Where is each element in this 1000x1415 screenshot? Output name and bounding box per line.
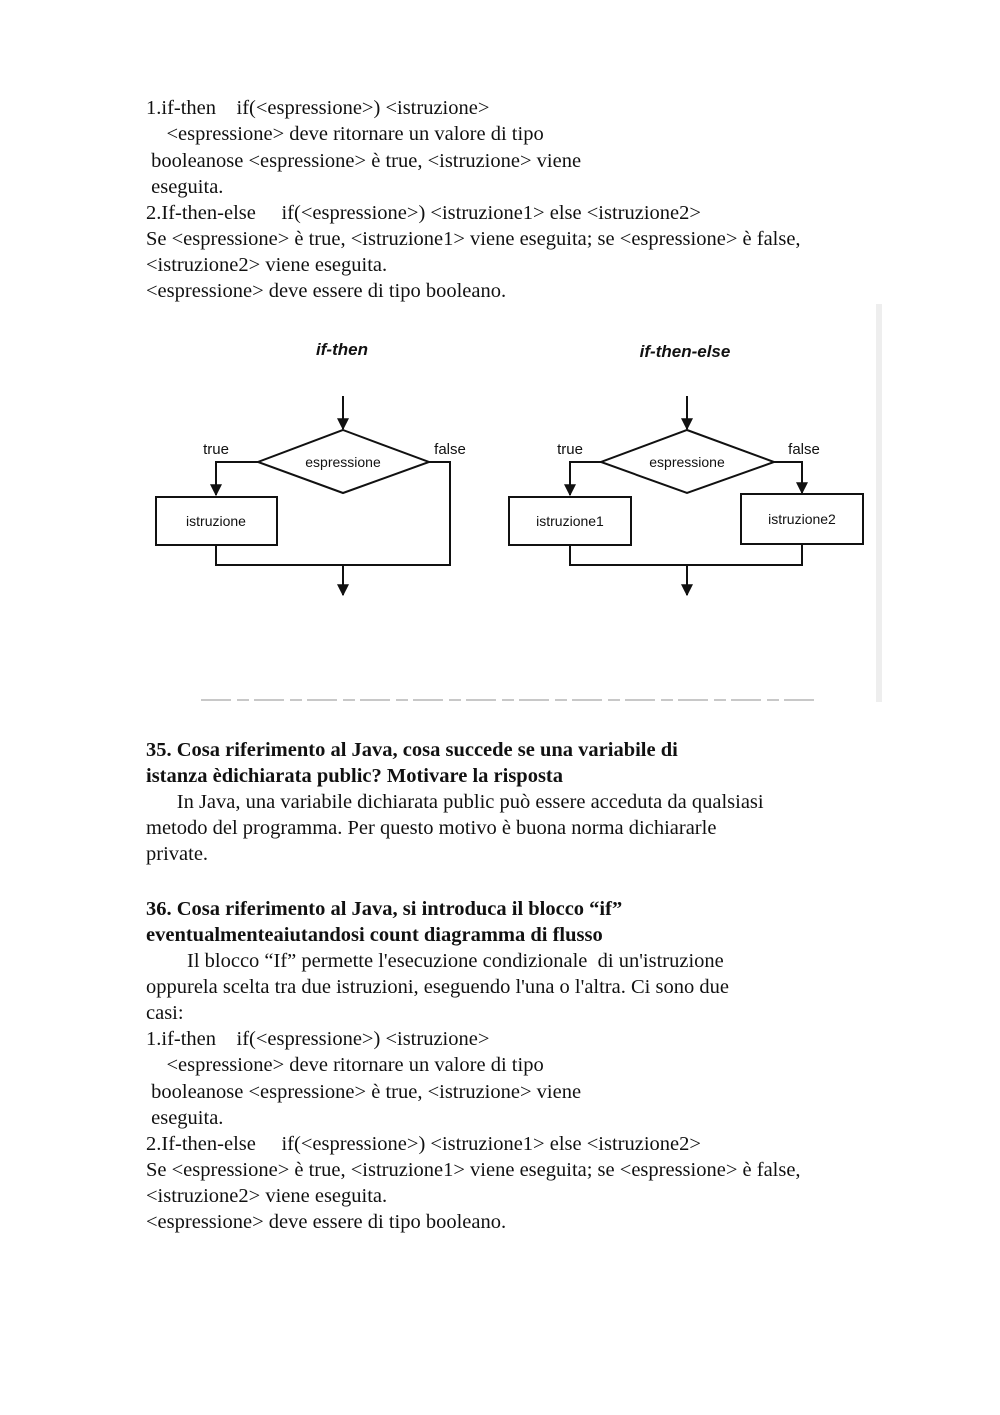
question-36-answer: casi: bbox=[146, 1002, 184, 1024]
flowchart-figure bbox=[146, 304, 882, 702]
false-label: false bbox=[788, 441, 820, 458]
question-36-answer: <espressione> deve essere di tipo booleano. bbox=[146, 1211, 507, 1233]
text-line: Se <espressione> è true, <istruzione1> viene eseguita; se <espressione> è false, bbox=[146, 228, 801, 250]
question-36-title: 36. Cosa riferimento al Java, si introduca il blocco “if” bbox=[146, 898, 623, 920]
condition-label: espressione bbox=[649, 454, 725, 470]
text-line: <espressione> deve essere di tipo booleano. bbox=[146, 280, 507, 302]
question-35-answer: In Java, una variabile dichiarata public può essere acceduta da qualsiasi bbox=[146, 791, 764, 813]
statement-false-label: istruzione2 bbox=[768, 511, 836, 527]
false-label: false bbox=[434, 441, 466, 458]
question-35-answer: private. bbox=[146, 843, 209, 865]
question-36-answer: 1.if-then if(<espressione>) <istruzione> bbox=[146, 1028, 490, 1050]
condition-label: espressione bbox=[305, 454, 381, 470]
question-35-title: istanza èdichiarata public? Motivare la risposta bbox=[146, 765, 564, 787]
if-then-title: if-then bbox=[316, 340, 368, 359]
text-line: 1.if-then if(<espressione>) <istruzione> bbox=[146, 97, 490, 119]
statement-true-label: istruzione1 bbox=[536, 513, 604, 529]
true-label: true bbox=[203, 441, 229, 458]
text-line: 2.If-then-else if(<espressione>) <istruzione1> else <istruzione2> bbox=[146, 202, 701, 224]
figure-edge bbox=[876, 304, 882, 702]
text-line: booleanose <espressione> è true, <istruzione> viene bbox=[146, 150, 582, 172]
question-36-answer: Se <espressione> è true, <istruzione1> viene eseguita; se <espressione> è false, bbox=[146, 1159, 801, 1181]
question-36-answer: 2.If-then-else if(<espressione>) <istruzione1> else <istruzione2> bbox=[146, 1133, 701, 1155]
question-35-answer: metodo del programma. Per questo motivo è buona norma dichiararle bbox=[146, 817, 717, 839]
text-line: eseguita. bbox=[146, 176, 224, 198]
question-36-answer: booleanose <espressione> è true, <istruzione> viene bbox=[146, 1081, 582, 1103]
true-label: true bbox=[557, 441, 583, 458]
if-then-else-title: if-then-else bbox=[639, 342, 731, 361]
question-36-answer: Il blocco “If” permette l'esecuzione condizionale di un'istruzione bbox=[146, 950, 724, 972]
question-36-answer: <istruzione2> viene eseguita. bbox=[146, 1185, 388, 1207]
text-line: <espressione> deve ritornare un valore di tipo bbox=[146, 123, 544, 145]
question-36-answer: oppurela scelta tra due istruzioni, eseguendo l'una o l'altra. Ci sono due bbox=[146, 976, 729, 998]
question-36-title: eventualmenteaiutandosi count diagramma di flusso bbox=[146, 924, 603, 946]
question-36-answer: eseguita. bbox=[146, 1107, 224, 1129]
text-line: <istruzione2> viene eseguita. bbox=[146, 254, 388, 276]
statement-label: istruzione bbox=[186, 513, 246, 529]
question-35-title: 35. Cosa riferimento al Java, cosa succede se una variabile di bbox=[146, 739, 678, 761]
question-36-answer: <espressione> deve ritornare un valore di tipo bbox=[146, 1054, 544, 1076]
